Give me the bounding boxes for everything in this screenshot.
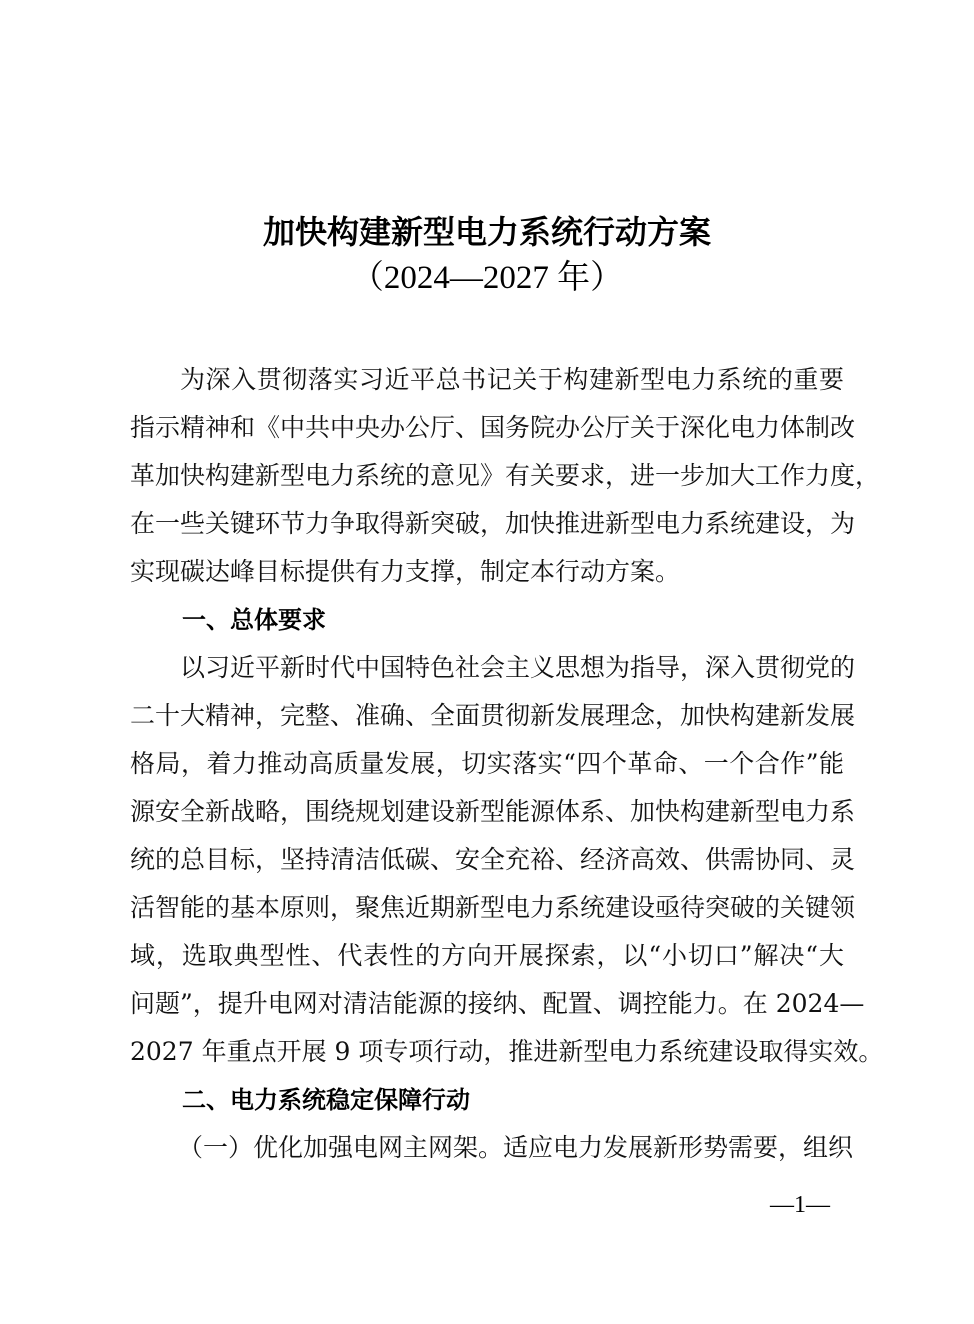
body-line: 源安全新战略，围绕规划建设新型能源体系、加快构建新型电力系 (130, 797, 856, 826)
document-subtitle: （2024—2027 年） (350, 260, 624, 296)
document-title: 加快构建新型电力系统行动方案 (262, 213, 711, 251)
sub-item-line: （一）优化加强电网主网架。适应电力发展新形势需要，组织 (178, 1133, 854, 1162)
intro-line: 为深入贯彻落实习近平总书记关于构建新型电力系统的重要 (180, 365, 844, 394)
intro-line: 革加快构建新型电力系统的意见》有关要求，进一步加大工作力度， (130, 461, 881, 490)
intro-line: 实现碳达峰目标提供有力支撑，制定本行动方案。 (130, 557, 681, 586)
section-heading-stability-action: 二、电力系统稳定保障行动 (182, 1086, 470, 1114)
body-line: 以习近平新时代中国特色社会主义思想为指导，深入贯彻党的 (180, 653, 856, 682)
page-number: —1— (770, 1192, 830, 1218)
body-line: 活智能的基本原则，聚焦近期新型电力系统建设亟待突破的关键领 (130, 893, 856, 922)
body-line: 统的总目标，坚持清洁低碳、安全充裕、经济高效、供需协同、灵 (130, 845, 856, 874)
body-line: 2027 年重点开展 9 项专项行动，推进新型电力系统建设取得实效。 (130, 1037, 884, 1066)
intro-line: 在一些关键环节力争取得新突破，加快推进新型电力系统建设，为 (130, 509, 856, 538)
body-line: 问题”，提升电网对清洁能源的接纳、配置、调控能力。在 2024— (130, 989, 865, 1018)
body-line: 域，选取典型性、代表性的方向开展探索，以“小切口”解决“大 (130, 941, 844, 970)
body-line: 格局，着力推动高质量发展，切实落实“四个革命、一个合作”能 (130, 749, 844, 778)
body-line: 二十大精神，完整、准确、全面贯彻新发展理念，加快构建新发展 (130, 701, 856, 730)
section-heading-general-requirements: 一、总体要求 (182, 606, 326, 634)
intro-line: 指示精神和《中共中央办公厅、国务院办公厅关于深化电力体制改 (130, 413, 856, 442)
